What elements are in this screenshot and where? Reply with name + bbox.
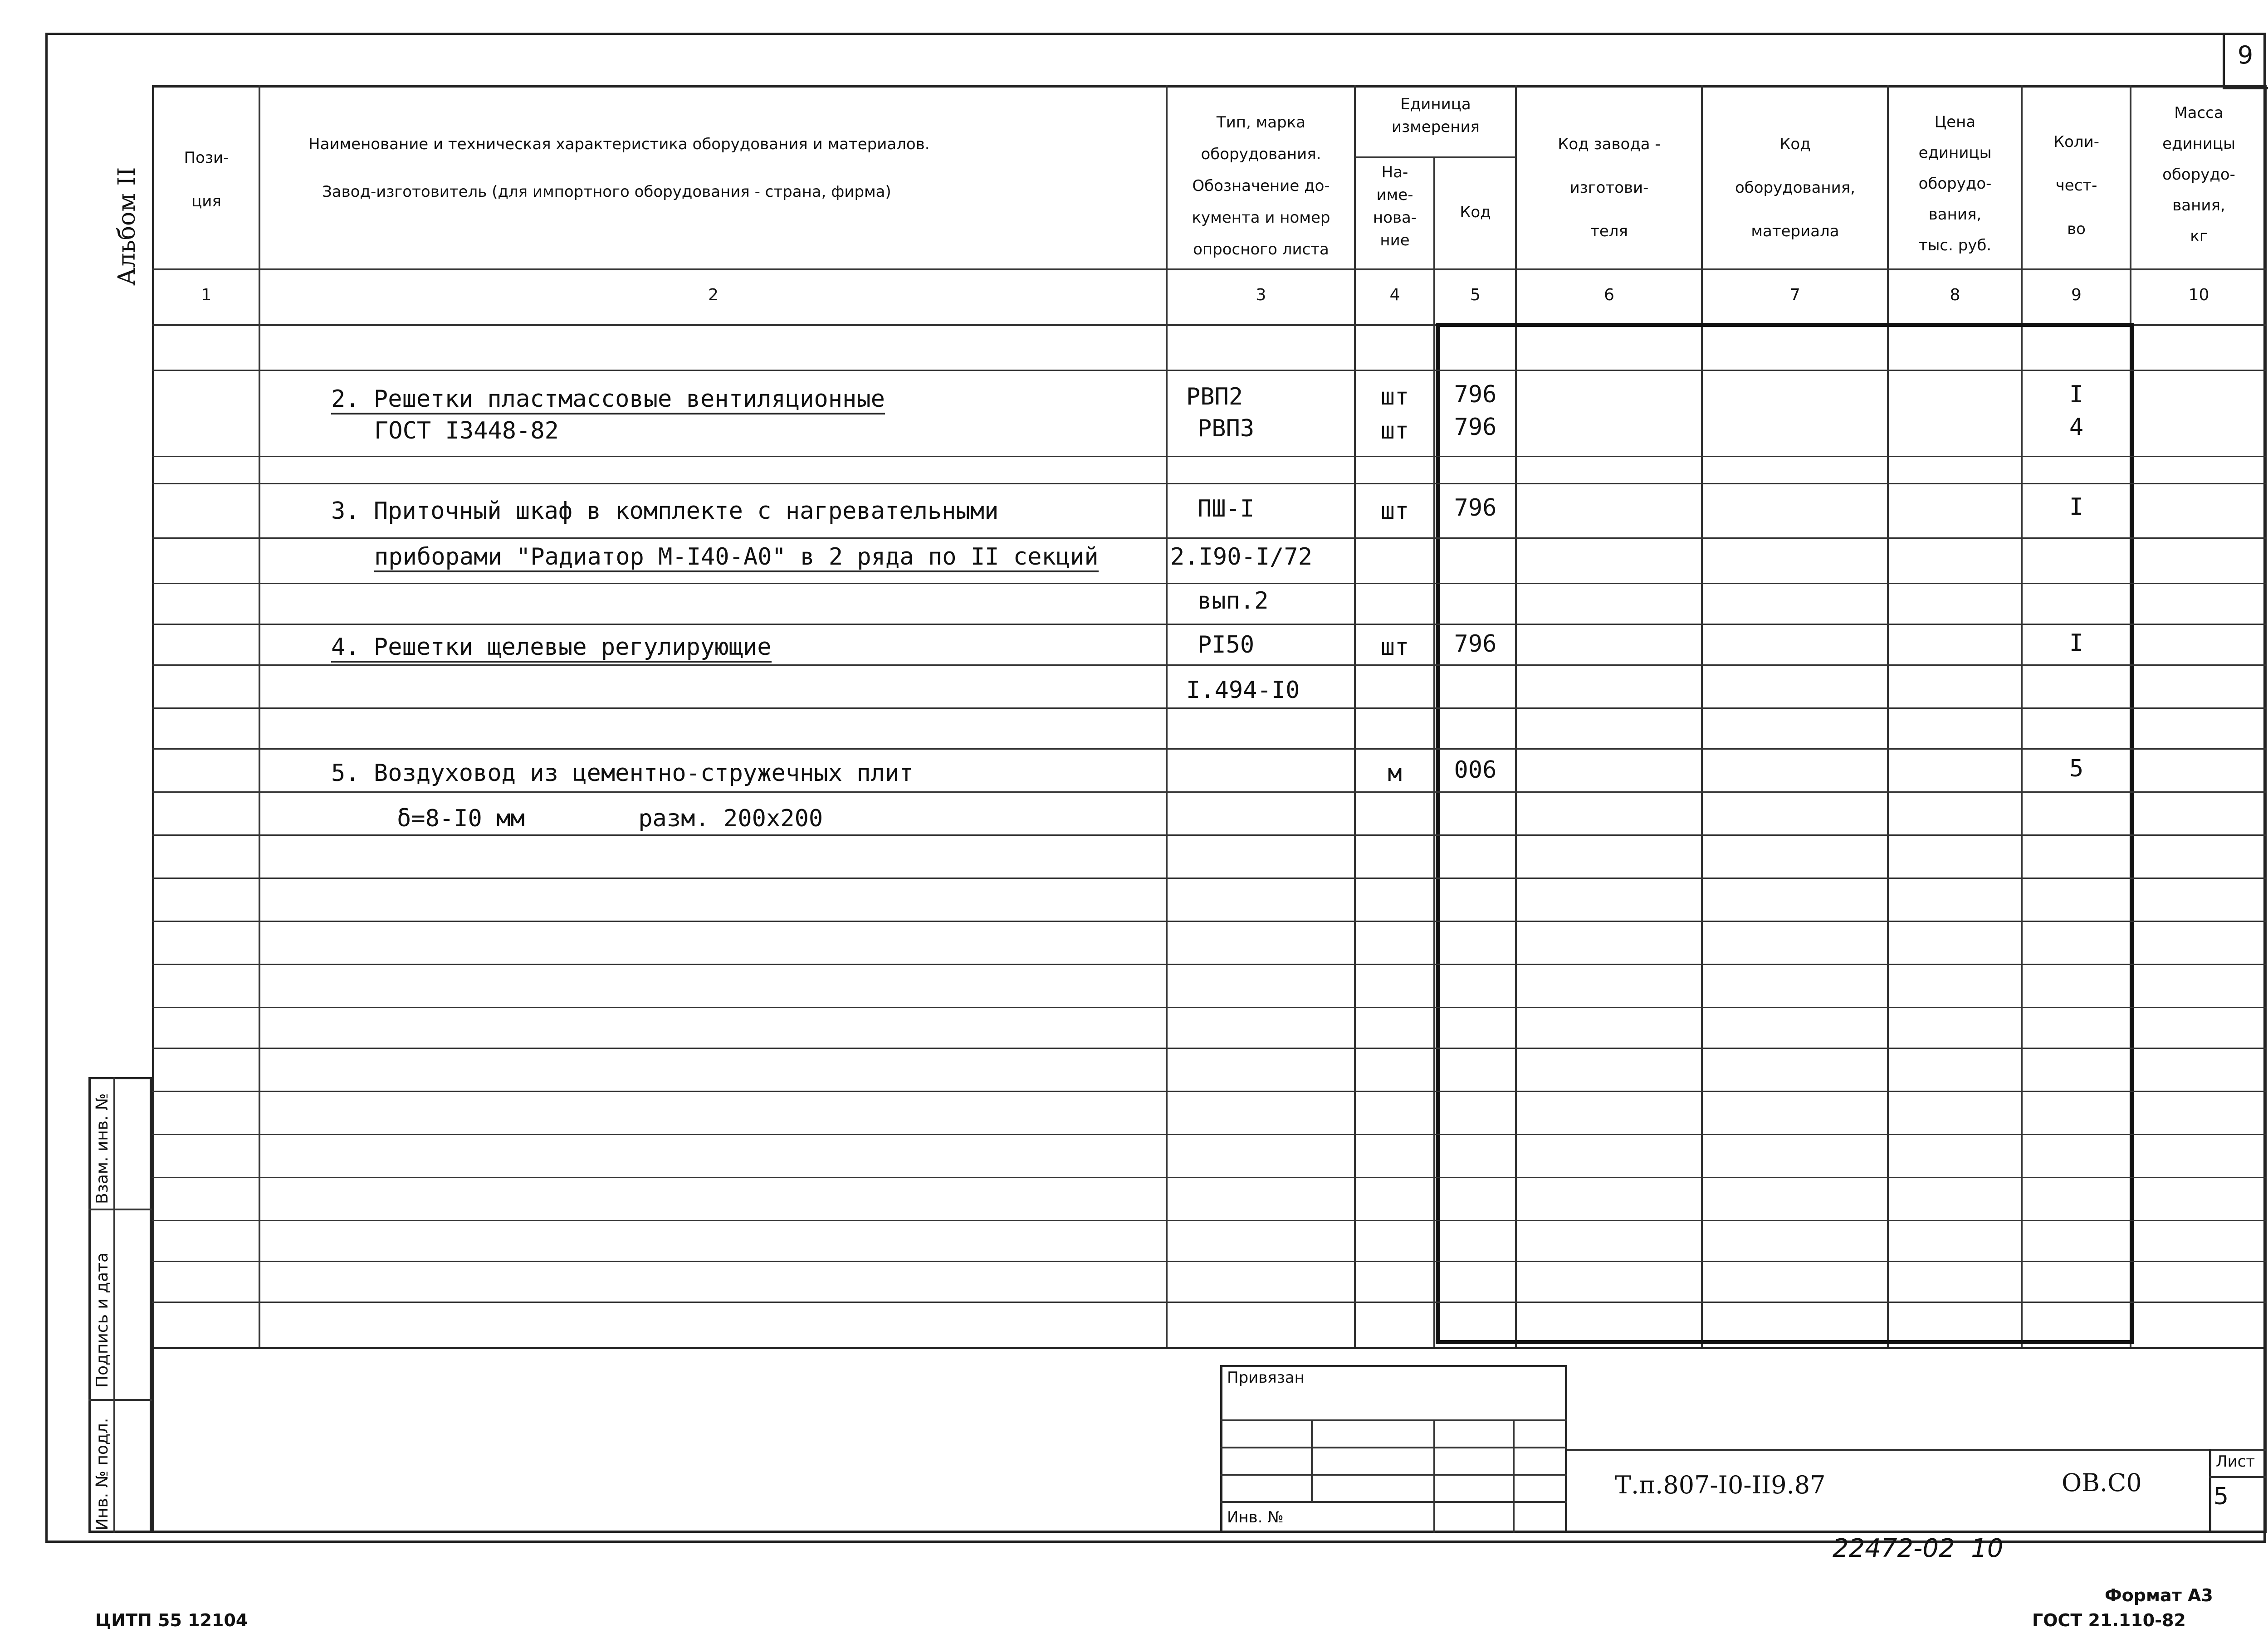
row-item-5-qty: 5	[2069, 755, 2084, 782]
row-line	[152, 748, 2266, 750]
row-line	[152, 583, 2266, 584]
side-stamp-divider	[113, 1077, 115, 1533]
thick-right	[2130, 323, 2134, 1344]
row-line	[152, 1091, 2266, 1092]
header-divider	[152, 268, 2266, 270]
page-number: 9	[2237, 41, 2253, 69]
row-item-2-unit: шт	[1380, 383, 1409, 410]
privyazan-vline-3	[1513, 1419, 1515, 1533]
row-item-2b-type: РВП3	[1198, 415, 1255, 442]
main-table	[152, 85, 2267, 1349]
col-line-1	[259, 85, 260, 1347]
row-item-4-doc: I.494-I0	[1186, 677, 1300, 704]
colnum-10: 10	[2188, 286, 2209, 304]
handwritten-number: 22472-02 10	[1833, 1534, 2004, 1563]
footer-left: ЦИТП 55 12104	[95, 1610, 248, 1630]
colnum-4: 4	[1389, 286, 1400, 304]
header-type: Тип, марка оборудования. Обозначение до- кумента и номер опросного листа	[1192, 113, 1330, 258]
row-item-3-doc: 2.I90-I/72	[1170, 543, 1313, 570]
row-line	[152, 921, 2266, 922]
col-line-8	[2021, 85, 2023, 1347]
privyazan-line-3	[1220, 1474, 1567, 1476]
row-line	[152, 537, 2266, 539]
row-item-3-qty: I	[2069, 493, 2084, 521]
thick-bottom	[1436, 1340, 2134, 1344]
footer-gost: ГОСТ 21.110-82	[2032, 1610, 2186, 1630]
row-item-3-unit: шт	[1380, 497, 1409, 525]
row-line	[152, 964, 2266, 965]
colnum-6: 6	[1604, 286, 1614, 304]
header-name-line1: Наименование и техническая характеристика оборудования и материалов.	[308, 135, 930, 153]
colnum-3: 3	[1256, 286, 1266, 304]
colnum-5: 5	[1470, 286, 1481, 304]
side-stamp-vzam: Взам. инв. №	[93, 1093, 112, 1204]
header-position: Пози- ция	[184, 149, 229, 210]
colnum-7: 7	[1790, 286, 1800, 304]
title-block	[152, 1345, 2267, 1533]
row-line	[152, 791, 2266, 793]
privyazan-line-4	[1220, 1501, 1567, 1503]
drawing-mark: ОВ.С0	[2062, 1468, 2142, 1497]
thick-left	[1436, 323, 1440, 1344]
row-item-3-variant: вып.2	[1198, 587, 1269, 614]
row-item-2-qty: I	[2069, 381, 2084, 408]
col-line-4	[1433, 156, 1435, 1347]
header-unit-group: Единица измерения	[1391, 95, 1480, 136]
row-line	[152, 624, 2266, 625]
colnum-8: 8	[1950, 286, 1960, 304]
doc-code: Т.п.807-I0-II9.87	[1615, 1471, 1826, 1499]
row-item-3-type: ПШ-I	[1198, 495, 1255, 522]
row-item-4-unit: шт	[1380, 634, 1409, 661]
row-line	[152, 707, 2266, 709]
row-item-3-name: 3. Приточный шкаф в комплекте с нагревательными	[331, 497, 999, 525]
row-line	[152, 483, 2266, 484]
row-item-2b-code: 796	[1454, 414, 1497, 441]
row-line	[152, 1007, 2266, 1008]
inv-no-label: Инв. №	[1227, 1508, 1284, 1526]
colnum-9: 9	[2071, 286, 2082, 304]
row-item-2-standard: ГОСТ I3448-82	[374, 417, 559, 444]
privyazan-line-2	[1220, 1447, 1567, 1448]
album-label: Альбом II	[113, 167, 141, 286]
row-item-5-code: 006	[1454, 756, 1497, 784]
row-item-4-type: РI50	[1198, 631, 1255, 658]
col-line-6	[1701, 85, 1703, 1347]
title-block-top-line	[1567, 1449, 2266, 1451]
unit-group-divider	[1354, 156, 1515, 158]
row-line	[152, 1261, 2266, 1262]
col-line-7	[1887, 85, 1889, 1347]
row-line	[152, 1134, 2266, 1135]
row-item-5-dims: δ=8-I0 мм разм. 200x200	[397, 805, 823, 832]
colnum-1: 1	[201, 286, 212, 304]
header-mass: Масса единицы оборудо- вания, кг	[2162, 104, 2235, 245]
row-line	[152, 1220, 2266, 1221]
row-line	[152, 456, 2266, 457]
row-item-2b-qty: 4	[2069, 414, 2084, 441]
col-line-3	[1354, 85, 1356, 1347]
privyazan-line-1	[1220, 1419, 1567, 1421]
side-stamp-inv: Инв. № подл.	[93, 1418, 112, 1531]
side-stamp-line-2	[88, 1399, 152, 1401]
col-line-2	[1166, 85, 1168, 1347]
row-line	[152, 1302, 2266, 1303]
row-item-2-type: РВП2	[1186, 383, 1243, 410]
row-item-3-desc: приборами "Радиатор М-I40-А0" в 2 ряда по II секций	[374, 543, 1099, 572]
header-equipment-code: Код оборудования, материала	[1735, 135, 1856, 240]
sheet-number: 5	[2214, 1483, 2229, 1510]
header-unit-code: Код	[1460, 203, 1491, 221]
row-line	[152, 1048, 2266, 1049]
colnum-2: 2	[708, 286, 719, 304]
row-line	[152, 878, 2266, 879]
row-line	[152, 370, 2266, 371]
row-item-4-qty: I	[2069, 629, 2084, 657]
footer-format: Формат А3	[2105, 1585, 2213, 1605]
row-item-4-code: 796	[1454, 630, 1497, 658]
header-name-line2: Завод-изготовитель (для импортного оборудования - страна, фирма)	[322, 183, 891, 201]
sheet-box-divider	[2209, 1476, 2266, 1478]
privyazan-vline-2	[1433, 1419, 1435, 1533]
row-item-3-code: 796	[1454, 494, 1497, 522]
side-stamp-line-1	[88, 1209, 152, 1210]
header-factory-code: Код завода - изготови- теля	[1558, 135, 1661, 240]
side-stamp-podpis: Подпись и дата	[93, 1252, 112, 1388]
header-unit-name: На- име- нова- ние	[1373, 163, 1417, 249]
row-line	[152, 1177, 2266, 1178]
row-item-5-unit: м	[1388, 760, 1402, 787]
row-item-2-name: 2. Решетки пластмассовые вентиляционные	[331, 385, 885, 414]
header-price: Цена единицы оборудо- вания, тыс. руб.	[1918, 113, 1992, 254]
col-line-5	[1515, 85, 1517, 1347]
row-item-5-name: 5. Воздуховод из цементно-стружечных плит	[331, 760, 914, 787]
header-quantity: Коли- чест- во	[2053, 133, 2100, 238]
thick-top	[1436, 323, 2134, 327]
sheet-label: Лист	[2216, 1453, 2255, 1471]
row-item-4-name: 4. Решетки щелевые регулирующие	[331, 634, 772, 663]
row-item-2-code: 796	[1454, 381, 1497, 408]
privyazan-label: Привязан	[1227, 1369, 1305, 1387]
row-item-2b-unit: шт	[1380, 417, 1409, 444]
row-line	[152, 664, 2266, 666]
privyazan-vline-1	[1311, 1419, 1313, 1501]
row-line	[152, 834, 2266, 836]
